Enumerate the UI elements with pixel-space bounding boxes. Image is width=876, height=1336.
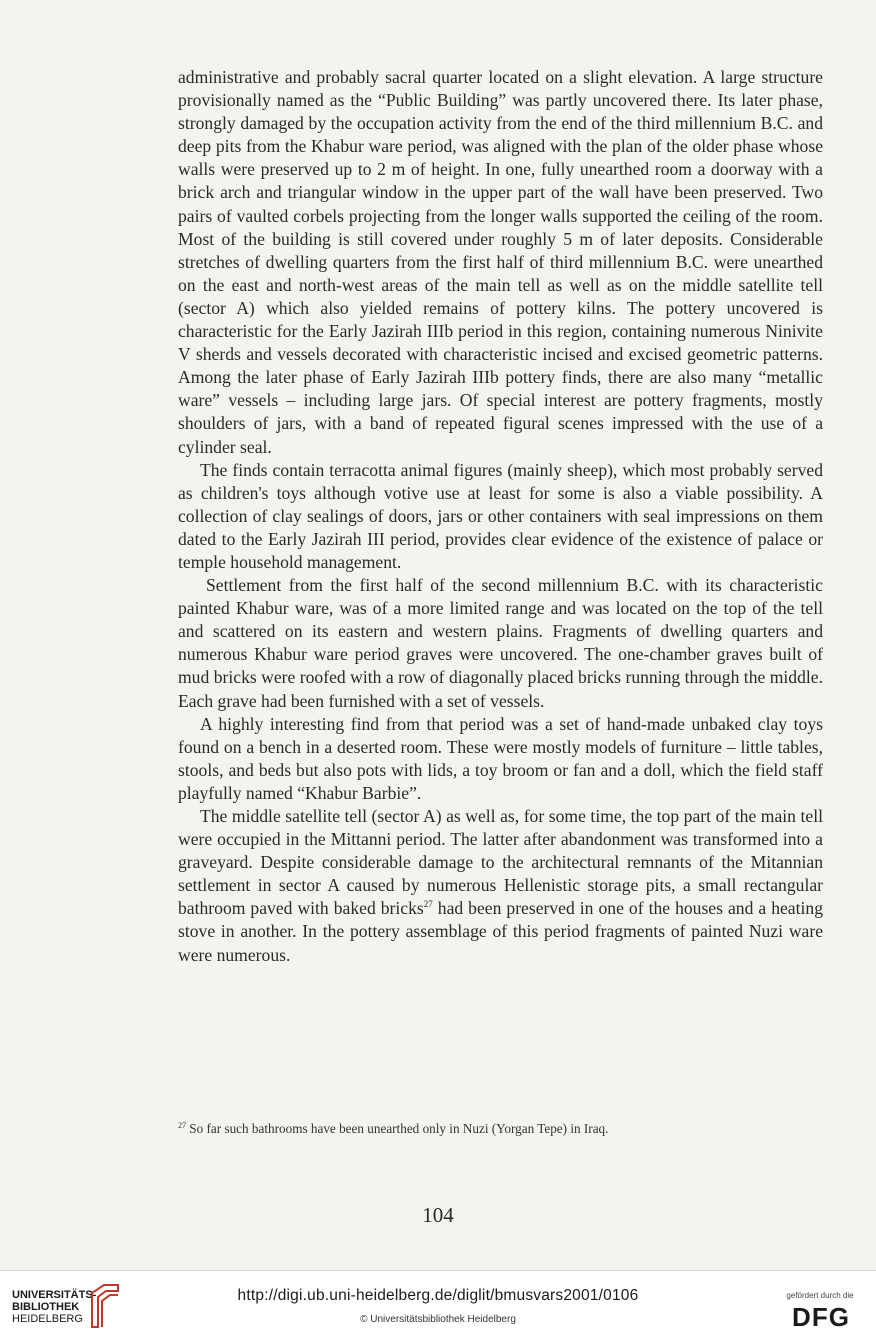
footer-bar: [0, 1270, 876, 1336]
sponsor-text: gefördert durch die: [786, 1291, 854, 1300]
footnote-number: 27: [178, 1121, 186, 1130]
paragraph-1: administrative and probably sacral quarter located on a slight elevation. A large structure provisionally named as the “Public Building” was partly uncovered there. Its later phase, strongly damaged by the occupation activity from the end of the third millennium B.C. and deep pits from the Khabur ware period, was aligned with the plan of the older phase whose walls were preserved up to 2 m of height. In one, fully unearthed room a doorway with a brick arch and triangular window in the upper part of the wall have been preserved. Two pairs of vaulted corbels projecting from the longer walls supported the ceiling of the room. Most of the building is still covered under roughly 5 m of later deposits. Considerable stretches of dwelling quarters from the first half of third millennium B.C. were unearthed on the east and north-west areas of the main tell as well as on the middle satellite tell (sector A) which also yielded remains of pottery kilns. The pottery uncovered is characteristic for the Early Jazirah IIIb period in this region, containing numerous Ninivite V sherds and vessels decorated with characteristic incised and excised geometric patterns. Among the later phase of Early Jazirah IIIb pottery finds, there are also many “metallic ware” vessels – including large jars. Of special interest are pottery fragments, mostly shoulders of jars, with a band of repeated figural scenes impressed with the use of a cylinder seal.: [178, 67, 823, 457]
paragraph-3: Settlement from the first half of the second millennium B.C. with its characteristic painted Khabur ware, was of a more limited range and was located on the top of the tell and scattered on its eastern and western plains. Fragments of dwelling quarters and numerous Khabur ware period graves were uncovered. The one-chamber graves built of mud bricks were roofed with a row of diagonally placed bricks running through the middle. Each grave had been furnished with a set of vessels.: [178, 575, 823, 711]
copyright-notice: © Universitätsbibliothek Heidelberg: [360, 1314, 516, 1325]
paragraph-5: [178, 805, 823, 967]
paragraph-5-text-a: The middle satellite tell (sector A) as well as, for some time, the top part of the main tell were occupied in the Mittanni period. The latter after abandonment was transformed into a graveyard. Despite considerable damage to the architectural remnants of the Mitannian settlement in sector A caused by numerous Hellenistic storage pits, a small rectangular bathroom paved with baked bricks: [178, 806, 823, 919]
library-logo-line-2: BIBLIOTHEK: [12, 1301, 80, 1313]
body-text: [178, 66, 823, 967]
footnote-text: So far such bathrooms have been unearthed only in Nuzi (Yorgan Tepe) in Iraq.: [186, 1121, 609, 1136]
footnote-reference[interactable]: 27: [423, 899, 433, 910]
paragraph-4: A highly interesting find from that period was a set of hand-made unbaked clay toys found on a bench in a deserted room. These were mostly models of furniture – little tables, stools, and beds but also pots with lids, a toy broom or fan and a doll, which the field staff playfully named “Khabur Barbie”.: [178, 713, 823, 803]
paragraph-2: The finds contain terracotta animal figures (mainly sheep), which most probably served as children's toys although votive use at least for some is also a viable possibility. A collection of clay sealings of doors, jars or other containers with seal impressions on them dated to the Early Jazirah III period, provides clear evidence of the existence of palace or temple household management.: [178, 459, 823, 572]
library-logo-line-1: UNIVERSITÄTS-: [12, 1289, 97, 1301]
paragraph-5-text-b: had been preserved in one of the houses and a heating stove in another. In the pottery assemblage of this period fragments of painted Nuzi ware were numerous.: [178, 898, 823, 965]
dfg-logo[interactable]: DFG: [792, 1302, 850, 1332]
source-url-link[interactable]: http://digi.ub.uni-heidelberg.de/diglit/bmusvars2001/0106: [237, 1287, 639, 1304]
footnote: [178, 1120, 823, 1137]
library-logo-line-3: HEIDELBERG: [12, 1313, 83, 1325]
page-number: 104: [422, 1203, 454, 1227]
